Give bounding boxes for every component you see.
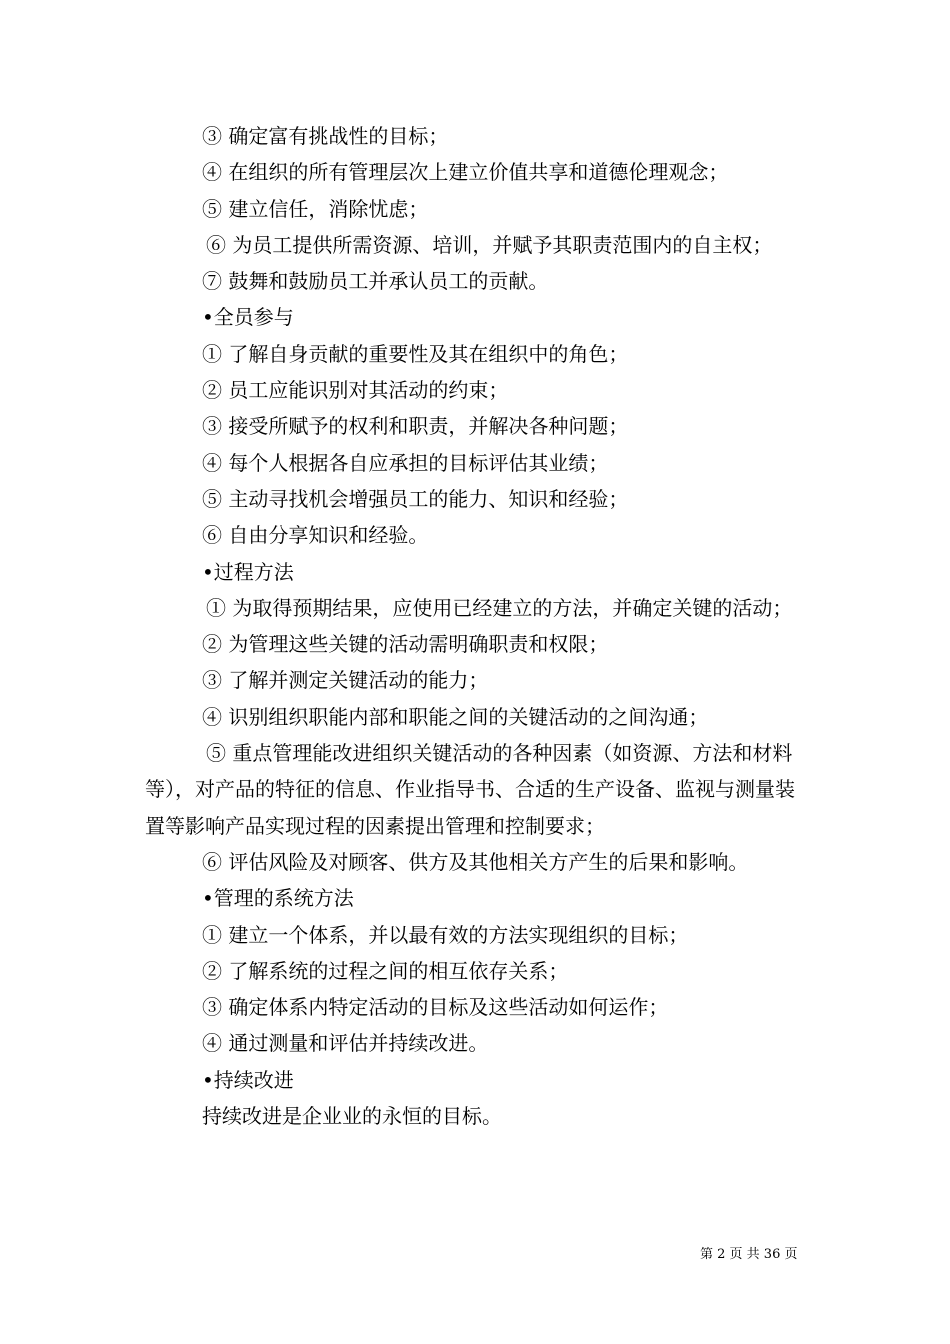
paragraph-assess-risk: ⑥ 评估风险及对顾客、供方及其他相关方产生的后果和影响。 [202, 849, 749, 874]
paragraph-goal-challenge: ③ 确定富有挑战性的目标； [202, 124, 449, 148]
paragraph-communication: ④ 识别组织职能内部和职能之间的关键活动的之间沟通； [202, 704, 709, 729]
paragraph-clarify-authority: ② 为管理这些关键的活动需明确职责和权限； [202, 632, 609, 657]
paragraph-measure-capability: ③ 了解并测定关键活动的能力； [202, 668, 489, 693]
paragraph-shared-values: ④ 在组织的所有管理层次上建立价值共享和道德伦理观念； [202, 160, 729, 185]
paragraph-seek-opportunities: ⑤ 主动寻找机会增强员工的能力、知识和经验； [202, 486, 629, 511]
paragraph-understand-role: ① 了解自身贡献的重要性及其在组织中的角色； [202, 341, 629, 366]
section-heading-continuous-improvement: •持续改进 [202, 1067, 294, 1092]
document-body [145, 118, 810, 1134]
paragraph-identify-constraints: ② 员工应能识别对其活动的约束； [202, 378, 509, 403]
paragraph-evaluate-performance: ④ 每个人根据各自应承担的目标评估其业绩； [202, 450, 609, 475]
paragraph-eternal-goal: 持续改进是企业业的永恒的目标。 [202, 1104, 502, 1129]
section-heading-system-approach: •管理的系统方法 [202, 886, 354, 911]
paragraph-define-key-activities: ① 为取得预期结果，应使用已经建立的方法，并确定关键的活动； [206, 595, 793, 620]
paragraph-activity-goals: ③ 确定体系内特定活动的目标及这些活动如何运作； [202, 995, 669, 1020]
section-heading-involvement: •全员参与 [202, 305, 294, 330]
paragraph-build-trust: ⑤ 建立信任，消除忧虑； [202, 196, 429, 221]
paragraph-provide-resources: ⑥ 为员工提供所需资源、培训，并赋予其职责范围内的自主权； [206, 232, 773, 257]
paragraph-accept-responsibility: ③ 接受所赋予的权利和职责，并解决各种问题； [202, 414, 629, 439]
page-number-footer: 第 2 页 共 36 页 [700, 1247, 798, 1262]
paragraph-manage-factors: ⑤ 重点管理能改进组织关键活动的各种因素（如资源、方法和材料等），对产品的特征的信息、作业指导书、合适的生产设备、监视与测量装置等影响产品实现过程的因素提出管理和控制要求； [145, 741, 795, 838]
paragraph-interdependence: ② 了解系统的过程之间的相互依存关系； [202, 958, 569, 983]
paragraph-share-knowledge: ⑥ 自由分享知识和经验。 [202, 523, 429, 548]
paragraph-measure-improve: ④ 通过测量和评估并持续改进。 [202, 1031, 489, 1056]
paragraph-establish-system: ① 建立一个体系，并以最有效的方法实现组织的目标； [202, 922, 689, 947]
paragraph-encourage-staff: ⑦ 鼓舞和鼓励员工并承认员工的贡献。 [202, 269, 549, 294]
section-heading-process: •过程方法 [202, 559, 294, 584]
